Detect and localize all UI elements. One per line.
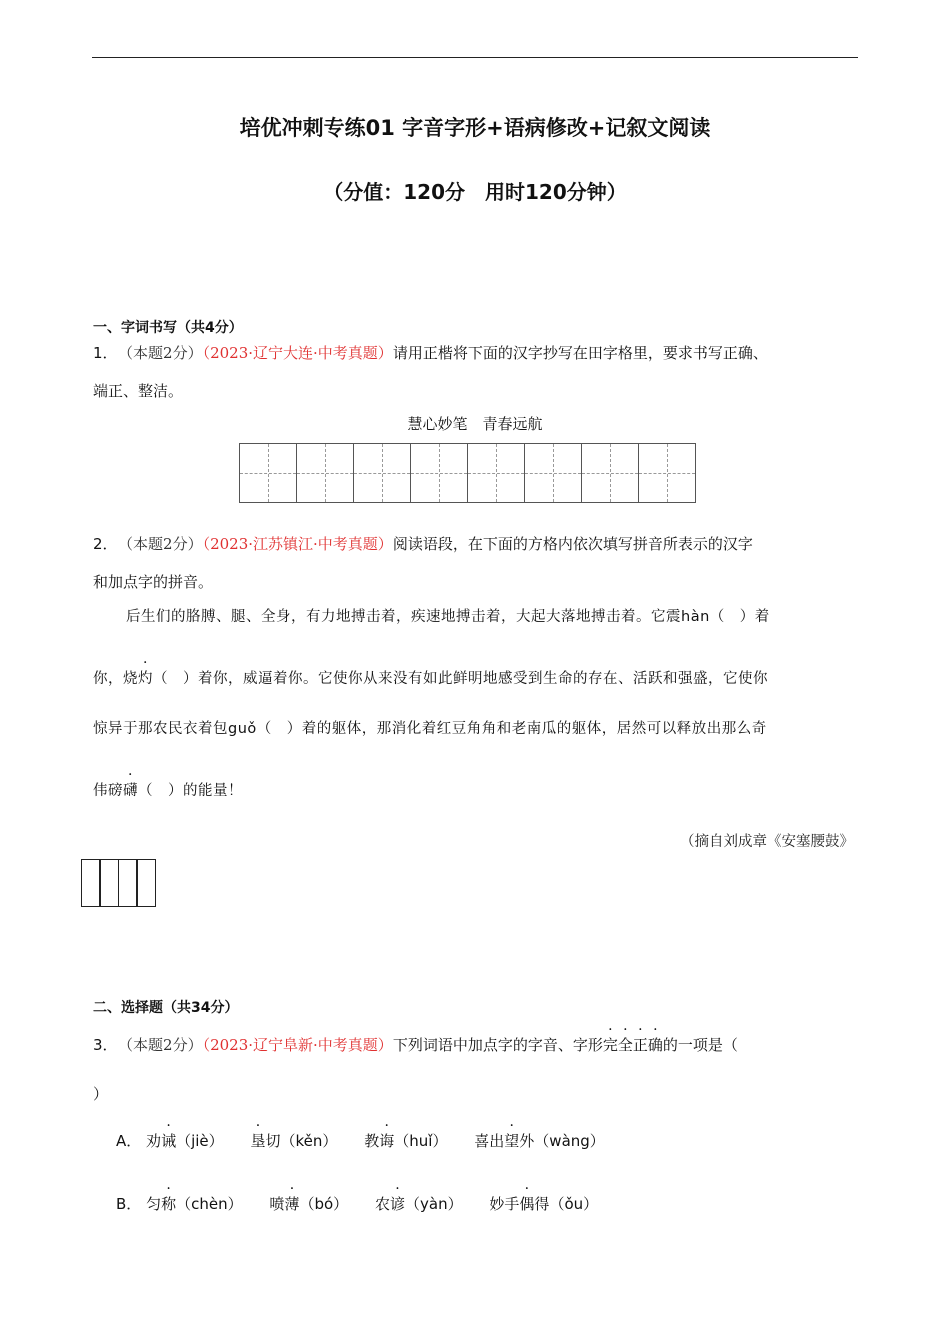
option-word: 垦切（kěn） [250,1132,338,1150]
header-rule [92,57,858,58]
pinyin-guo: guǒ [228,721,257,737]
option-b[interactable] [116,1193,620,1214]
answer-box[interactable] [99,859,119,907]
q2-number: 2． [93,535,118,553]
tianzige-cell[interactable] [638,443,696,503]
q3-number: 3． [93,1036,118,1054]
q2-text-1: 阅读语段，在下面的方格内依次填写拼音所表示的汉字 [392,535,753,553]
q1-source: （2023·辽宁大连·中考真题） [202,344,393,362]
q2-score: （本题2分） [125,535,203,553]
q3-line-1 [93,1034,863,1055]
passage-line-1 [126,605,856,626]
q2-source: （2023·江苏镇江·中考真题） [202,535,393,553]
tianzige-cell[interactable] [524,443,582,503]
dotted-char: 完 [602,1036,618,1054]
option-a-label: A． [116,1132,142,1150]
q1-line-1 [93,342,863,363]
q3-text-a: 下列词语中加点字的字音、字形 [392,1036,603,1054]
q1-number: 1． [93,344,118,362]
dotted-char: 确 [647,1036,663,1054]
q2-line-2: 和加点字的拼音。 [93,573,214,591]
tianzige-cell[interactable] [353,443,411,503]
passage-text: （ ）着 [709,609,770,625]
passage-text: 后生们的胳膊、腿、全身，有力地搏击着，疾速地搏击着，大起大落地搏击着。它震 [126,609,681,625]
dotted-char: 正 [632,1036,648,1054]
passage-text: 惊异于那农民衣着包 [93,721,228,737]
page-subtitle: （分值：120分 用时120分钟） [323,180,627,204]
page-title: 培优冲刺专练01 字音字形+语病修改+记叙文阅读 [239,116,711,140]
q3-text-b: 的一项是（ [662,1036,738,1054]
tianzige-cell[interactable] [410,443,468,503]
q1-copy-text: 慧心妙笔 青春远航 [407,415,543,433]
section-heading-1: 一、字词书写（共4分） [93,320,243,336]
passage-citation: （摘自刘成章《安塞腰鼓》 [680,834,854,850]
option-word: 劝诫（jiè） [146,1132,224,1150]
answer-box[interactable] [136,859,156,907]
option-word: 喷薄（bó） [269,1195,349,1213]
answer-box[interactable] [81,859,101,907]
tianzige-cell[interactable] [467,443,525,503]
option-word: 妙手偶得（ǒu） [489,1195,599,1213]
tianzige-cell[interactable] [296,443,354,503]
option-word: 喜出望外（wàng） [474,1132,605,1150]
q1-line-2: 端正、整洁。 [93,382,184,400]
answer-box[interactable] [118,859,138,907]
q2-line-1 [93,533,863,554]
passage-text: 你，烧 [93,671,138,687]
dotted-char: 灼 [138,671,153,687]
answer-boxes[interactable] [82,859,156,907]
option-word: 教诲（huǐ） [364,1132,448,1150]
passage-text: （ ）的能量！ [138,783,243,799]
option-word: 匀称（chèn） [146,1195,243,1213]
option-word: 农谚（yàn） [374,1195,463,1213]
tianzige-cell[interactable] [239,443,297,503]
passage-line-2 [93,667,853,688]
dotted-char: 礴 [123,783,138,799]
tianzige-grid[interactable] [240,443,696,503]
q3-line-2: ） [93,1085,109,1103]
passage-text: （ ）着的躯体，那消化着红豆角角和老南瓜的躯体，居然可以释放出那么奇 [256,721,767,737]
pinyin-han: hàn [681,609,710,625]
option-a[interactable] [116,1130,627,1151]
section-heading-2: 二、选择题（共34分） [93,1000,239,1016]
q3-source: （2023·辽宁阜新·中考真题） [202,1036,393,1054]
q3-score: （本题2分） [125,1036,203,1054]
option-b-label: B． [116,1195,142,1213]
passage-line-4 [93,779,853,800]
passage-text: 伟磅 [93,783,123,799]
tianzige-cell[interactable] [581,443,639,503]
q1-text-1: 请用正楷将下面的汉字抄写在田字格里，要求书写正确、 [392,344,768,362]
passage-text: （ ）着你，威逼着你。它使你从来没有如此鲜明地感受到生命的存在、活跃和强盛，它使你 [153,671,768,687]
passage-line-3 [93,717,853,738]
q1-score: （本题2分） [125,344,203,362]
dotted-char: 全 [617,1036,633,1054]
